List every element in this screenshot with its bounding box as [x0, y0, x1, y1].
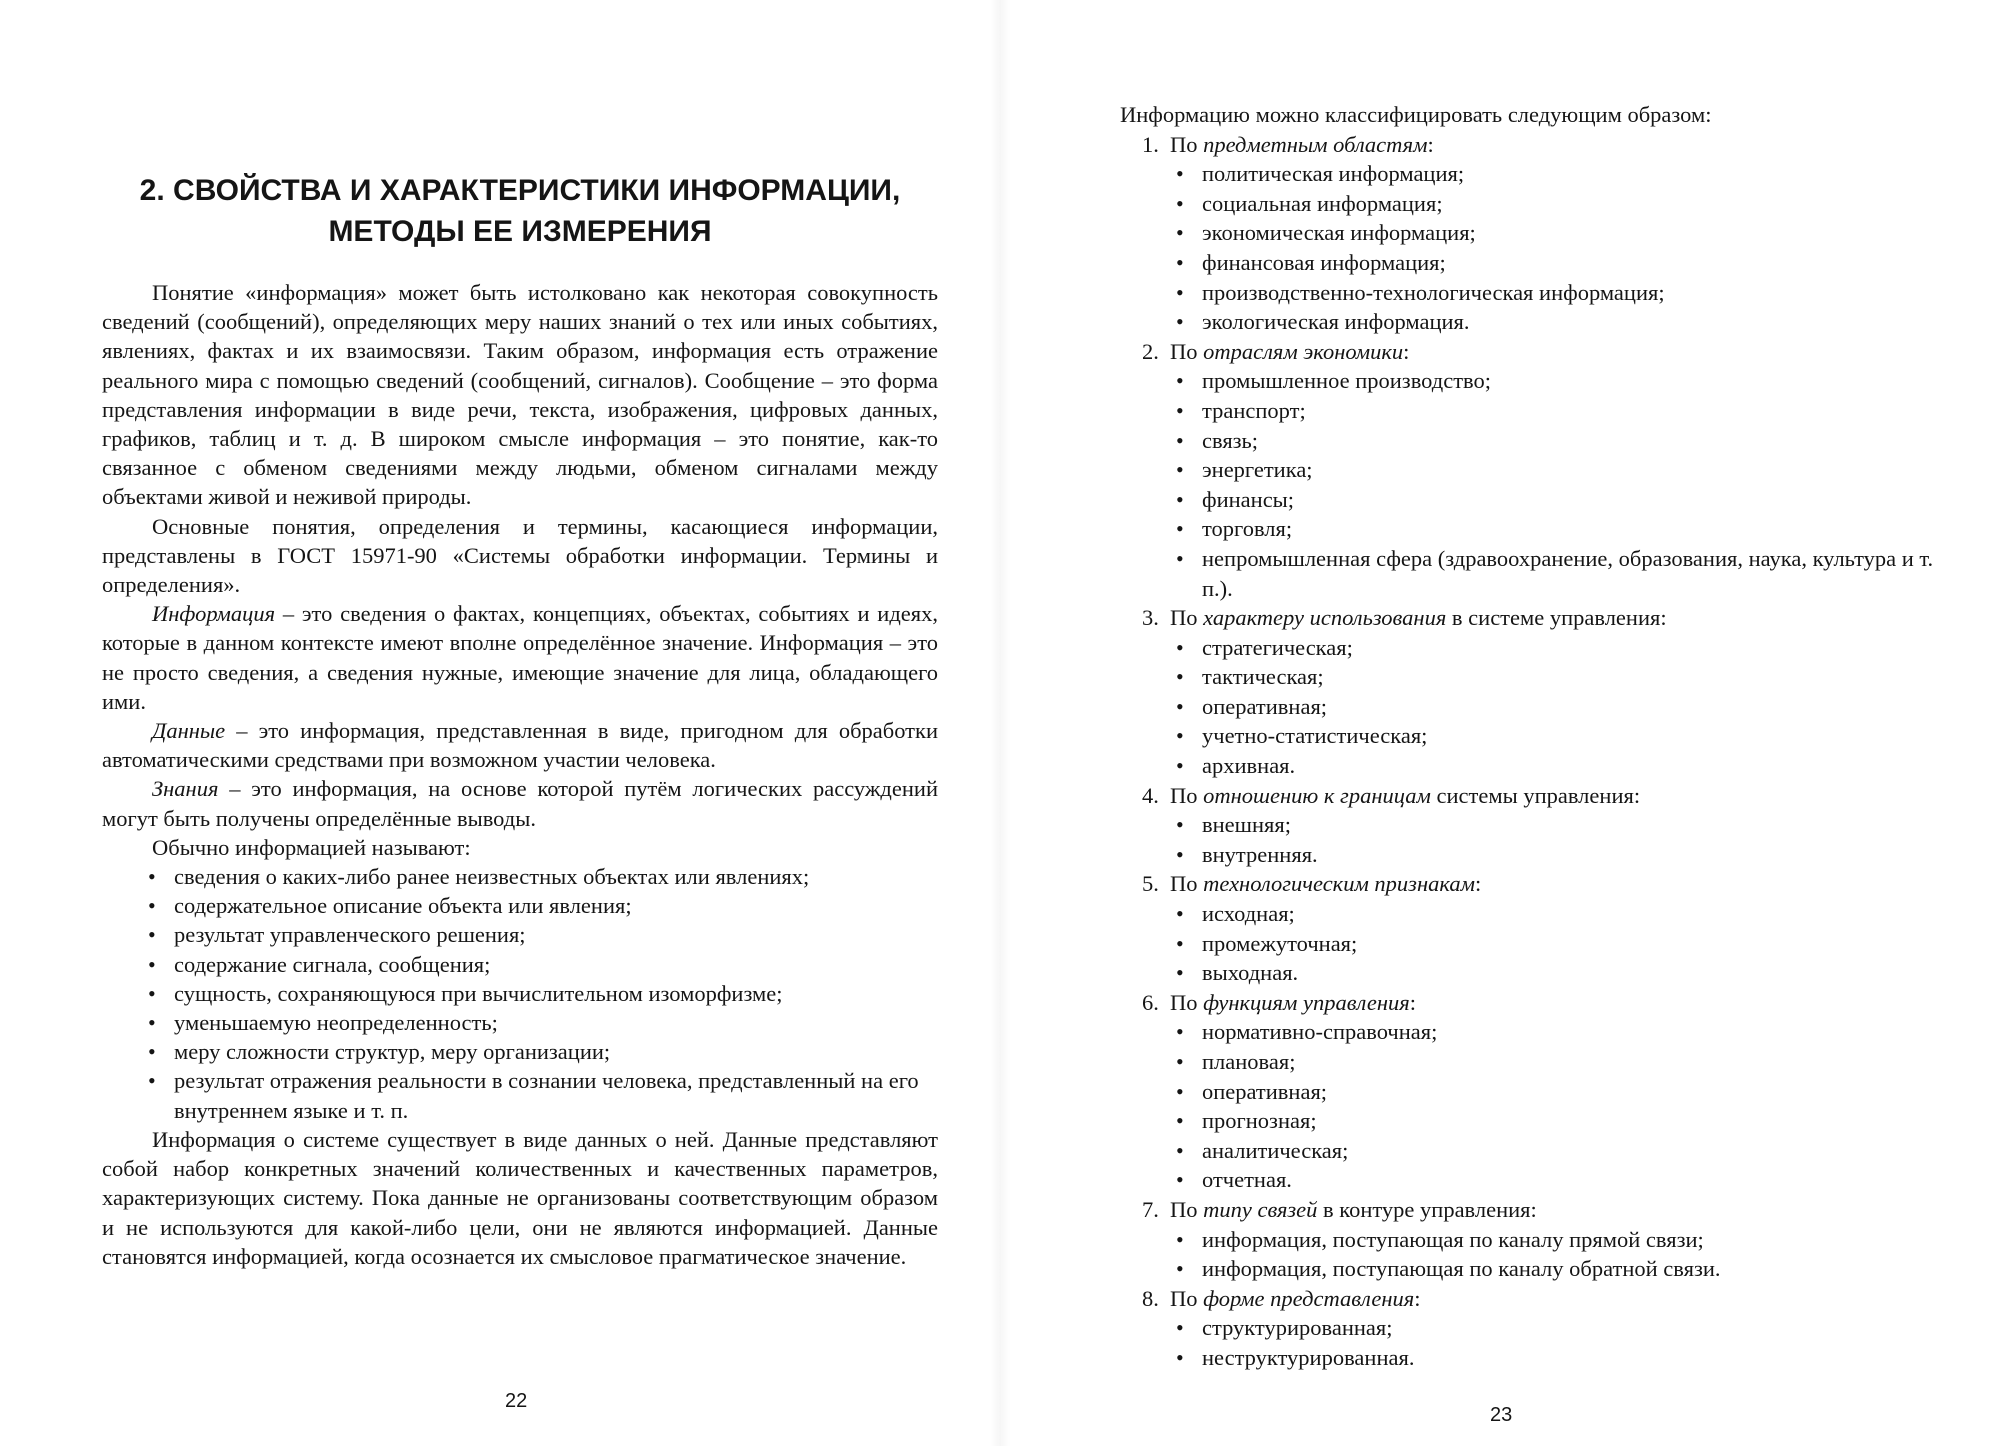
classification-items — [1120, 1313, 1940, 1372]
list-item: • аналитическая; — [1176, 1136, 1940, 1166]
list-item: • информация, поступающая по каналу прямой связи; — [1176, 1225, 1940, 1255]
list-item: • плановая; — [1176, 1047, 1940, 1077]
page-number-left: 22 — [505, 1390, 528, 1412]
classification-group — [1120, 781, 1940, 870]
list-item: • меру сложности структур, меру организации; — [148, 1037, 938, 1066]
classification-group-prefix: По — [1170, 871, 1204, 897]
list-item: • оперативная; — [1176, 1077, 1940, 1107]
classification-group-prefix: По — [1170, 338, 1204, 364]
classification-items — [1120, 899, 1940, 988]
classification-group-number: 7. — [1142, 1196, 1159, 1222]
classification-group-suffix: : — [1409, 989, 1416, 1015]
classification-group-heading — [1120, 1284, 1940, 1314]
list-item: • финансовая информация; — [1176, 248, 1940, 278]
classification-group — [1120, 869, 1940, 987]
list-item: • внутренняя. — [1176, 840, 1940, 870]
classification-items — [1120, 159, 1940, 337]
list-item: • неструктурированная. — [1176, 1343, 1940, 1373]
classification-criterion: отношению к границам — [1203, 782, 1431, 808]
list-item: • исходная; — [1176, 899, 1940, 929]
definition-data-text: – это информация, представленная в виде, пригодном для обработки автоматическими средствами при возможном участии человека. — [102, 718, 938, 773]
list-item: • отчетная. — [1176, 1165, 1940, 1195]
list-item: • уменьшаемую неопределенность; — [148, 1008, 938, 1037]
list-item: • сведения о каких-либо ранее неизвестных объектах или явлениях; — [148, 862, 938, 891]
classification-group — [1120, 603, 1940, 781]
list-item: • выходная. — [1176, 958, 1940, 988]
list-item: • производственно-технологическая информация; — [1176, 278, 1940, 308]
list-item: • транспорт; — [1176, 396, 1940, 426]
list-intro: Обычно информацией называют: — [152, 834, 471, 860]
list-item: • экологическая информация. — [1176, 307, 1940, 337]
definition-data — [102, 716, 938, 774]
classification-criterion: отраслям экономики — [1203, 338, 1404, 364]
classification-group-prefix: По — [1170, 605, 1204, 631]
classification-group-number: 4. — [1142, 782, 1159, 808]
classification-group-suffix: в системе управления: — [1446, 605, 1667, 631]
classification-group-prefix: По — [1170, 782, 1204, 808]
list-item: • энергетика; — [1176, 455, 1940, 485]
list-item: • результат отражения реальности в сознании человека, представленный на его внутреннем языке и т. п. — [148, 1066, 938, 1124]
paragraph-gost: Основные понятия, определения и термины, касающиеся информации, представлены в ГОСТ 15971-90 «Системы обработки информации. Термины и определения». — [102, 513, 938, 598]
classification-group — [1120, 130, 1940, 337]
left-page-body — [102, 278, 938, 1271]
classification-group-number: 5. — [1142, 871, 1159, 897]
classification-group-suffix: : — [1427, 131, 1434, 157]
list-item: • архивная. — [1176, 751, 1940, 781]
list-item: • стратегическая; — [1176, 633, 1940, 663]
chapter-title-line-1: 2. СВОЙСТВА И ХАРАКТЕРИСТИКИ ИНФОРМАЦИИ, — [139, 174, 901, 207]
classification-group-heading — [1120, 1195, 1940, 1225]
classification-group-prefix: По — [1170, 1285, 1204, 1311]
information-meanings-list — [102, 862, 938, 1125]
classification-group-suffix: : — [1474, 871, 1482, 897]
classification-group-suffix: системы управления: — [1430, 782, 1641, 808]
list-item: • учетно-статистическая; — [1176, 721, 1940, 751]
list-item: • сущность, сохраняющуюся при вычислительном изоморфизме; — [148, 979, 938, 1008]
term-information: Информация — [152, 601, 276, 627]
definition-knowledge — [102, 774, 938, 832]
list-item: • связь; — [1176, 426, 1940, 456]
classification-group-number: 2. — [1142, 338, 1159, 364]
list-item: • политическая информация; — [1176, 159, 1940, 189]
classification-items — [1120, 810, 1940, 869]
classification-intro: Информацию можно классифицировать следующим образом: — [1120, 102, 1712, 127]
classification-group — [1120, 1284, 1940, 1373]
definition-information-text: – это сведения о фактах, концепциях, объектах, событиях и идеях, которые в данном контексте имеют вполне определённое значение. Информация – это не просто сведения, а сведения нужные, имеющие значение для лица, обладающего ими. — [102, 601, 938, 714]
list-item: • внешняя; — [1176, 810, 1940, 840]
classification-group-number: 1. — [1142, 131, 1159, 157]
list-item: • промежуточная; — [1176, 929, 1940, 959]
right-page — [1000, 0, 2000, 1446]
classification-criterion: функциям управления — [1203, 989, 1410, 1015]
classification-group-heading — [1120, 988, 1940, 1018]
classification-criterion: типу связей — [1203, 1196, 1318, 1222]
paragraph-intro: Понятие «информация» может быть истолковано как некоторая совокупность сведений (сообщений), определяющих меру наших знаний о тех или иных событиях, явлениях, фактах и их взаимосвязи. Таким образом, информация есть отражение реального мира с помощью сведений (сообщений, сигналов). Сообщение – это форма представления информации в виде речи, текста, изображения, цифровых данных, графиков, таблиц и т. д. В широком смысле информация – это понятие, как-то связанное с обменом сведениями между людьми, обменом сигналами между объектами живой и неживой природы. — [102, 280, 938, 510]
classification-section — [1120, 100, 1940, 1373]
classification-group-heading — [1120, 130, 1940, 160]
classification-criterion: технологическим признакам — [1203, 871, 1475, 897]
classification-group-number: 8. — [1142, 1285, 1159, 1311]
classification-group-suffix: : — [1414, 1285, 1421, 1311]
list-item: • финансы; — [1176, 485, 1940, 515]
classification-group-heading — [1120, 337, 1940, 367]
list-item: • результат управленческого решения; — [148, 920, 938, 949]
definition-knowledge-text: – это информация, на основе которой путём логических рассуждений могут быть получены определённые выводы. — [102, 776, 938, 831]
list-item: • прогнозная; — [1176, 1106, 1940, 1136]
list-item: • содержание сигнала, сообщения; — [148, 950, 938, 979]
classification-group — [1120, 988, 1940, 1195]
classification-criterion: характеру использования — [1203, 605, 1447, 631]
classification-group-prefix: По — [1170, 989, 1204, 1015]
list-item: • структурированная; — [1176, 1313, 1940, 1343]
list-item: • оперативная; — [1176, 692, 1940, 722]
classification-criterion: форме представления — [1203, 1285, 1415, 1311]
chapter-title — [100, 170, 940, 252]
list-item: • социальная информация; — [1176, 189, 1940, 219]
definition-information — [102, 599, 938, 716]
classification-group-prefix: По — [1170, 1196, 1204, 1222]
classification-group-suffix: в контуре управления: — [1317, 1196, 1537, 1222]
classification-group-number: 6. — [1142, 989, 1159, 1015]
paragraph-system-data: Информация о системе существует в виде данных о ней. Данные представляют собой набор конкретных значений количественных и качественных параметров, характеризующих систему. Пока данные не организованы соответствующим образом и не используются для какой-либо цели, они не являются информацией. Данные становятся информацией, когда осознается их смысловое прагматическое значение. — [102, 1126, 938, 1269]
list-item: • содержательное описание объекта или явления; — [148, 891, 938, 920]
classification-group-heading — [1120, 603, 1940, 633]
list-item: • нормативно-справочная; — [1176, 1017, 1940, 1047]
term-knowledge: Знания — [152, 776, 219, 802]
term-data: Данные — [152, 718, 226, 744]
classification-criterion: предметным областям — [1203, 131, 1428, 157]
classification-list — [1120, 130, 1940, 1373]
chapter-title-line-2: МЕТОДЫ ЕЕ ИЗМЕРЕНИЯ — [328, 215, 712, 248]
list-item: • непромышленная сфера (здравоохранение, образования, наука, культура и т. п.). — [1176, 544, 1940, 603]
classification-items — [1120, 1017, 1940, 1195]
list-item: • информация, поступающая по каналу обратной связи. — [1176, 1254, 1940, 1284]
classification-group-suffix: : — [1403, 338, 1410, 364]
classification-items — [1120, 633, 1940, 781]
classification-group-number: 3. — [1142, 605, 1159, 631]
classification-group-prefix: По — [1170, 131, 1204, 157]
classification-items — [1120, 366, 1940, 603]
classification-group — [1120, 1195, 1940, 1284]
list-item: • тактическая; — [1176, 662, 1940, 692]
classification-group-heading — [1120, 869, 1940, 899]
list-item: • торговля; — [1176, 514, 1940, 544]
page-number-right: 23 — [1490, 1404, 1513, 1426]
list-item: • промышленное производство; — [1176, 366, 1940, 396]
list-item: • экономическая информация; — [1176, 218, 1940, 248]
classification-group-heading — [1120, 781, 1940, 811]
classification-items — [1120, 1225, 1940, 1284]
classification-group — [1120, 337, 1940, 603]
